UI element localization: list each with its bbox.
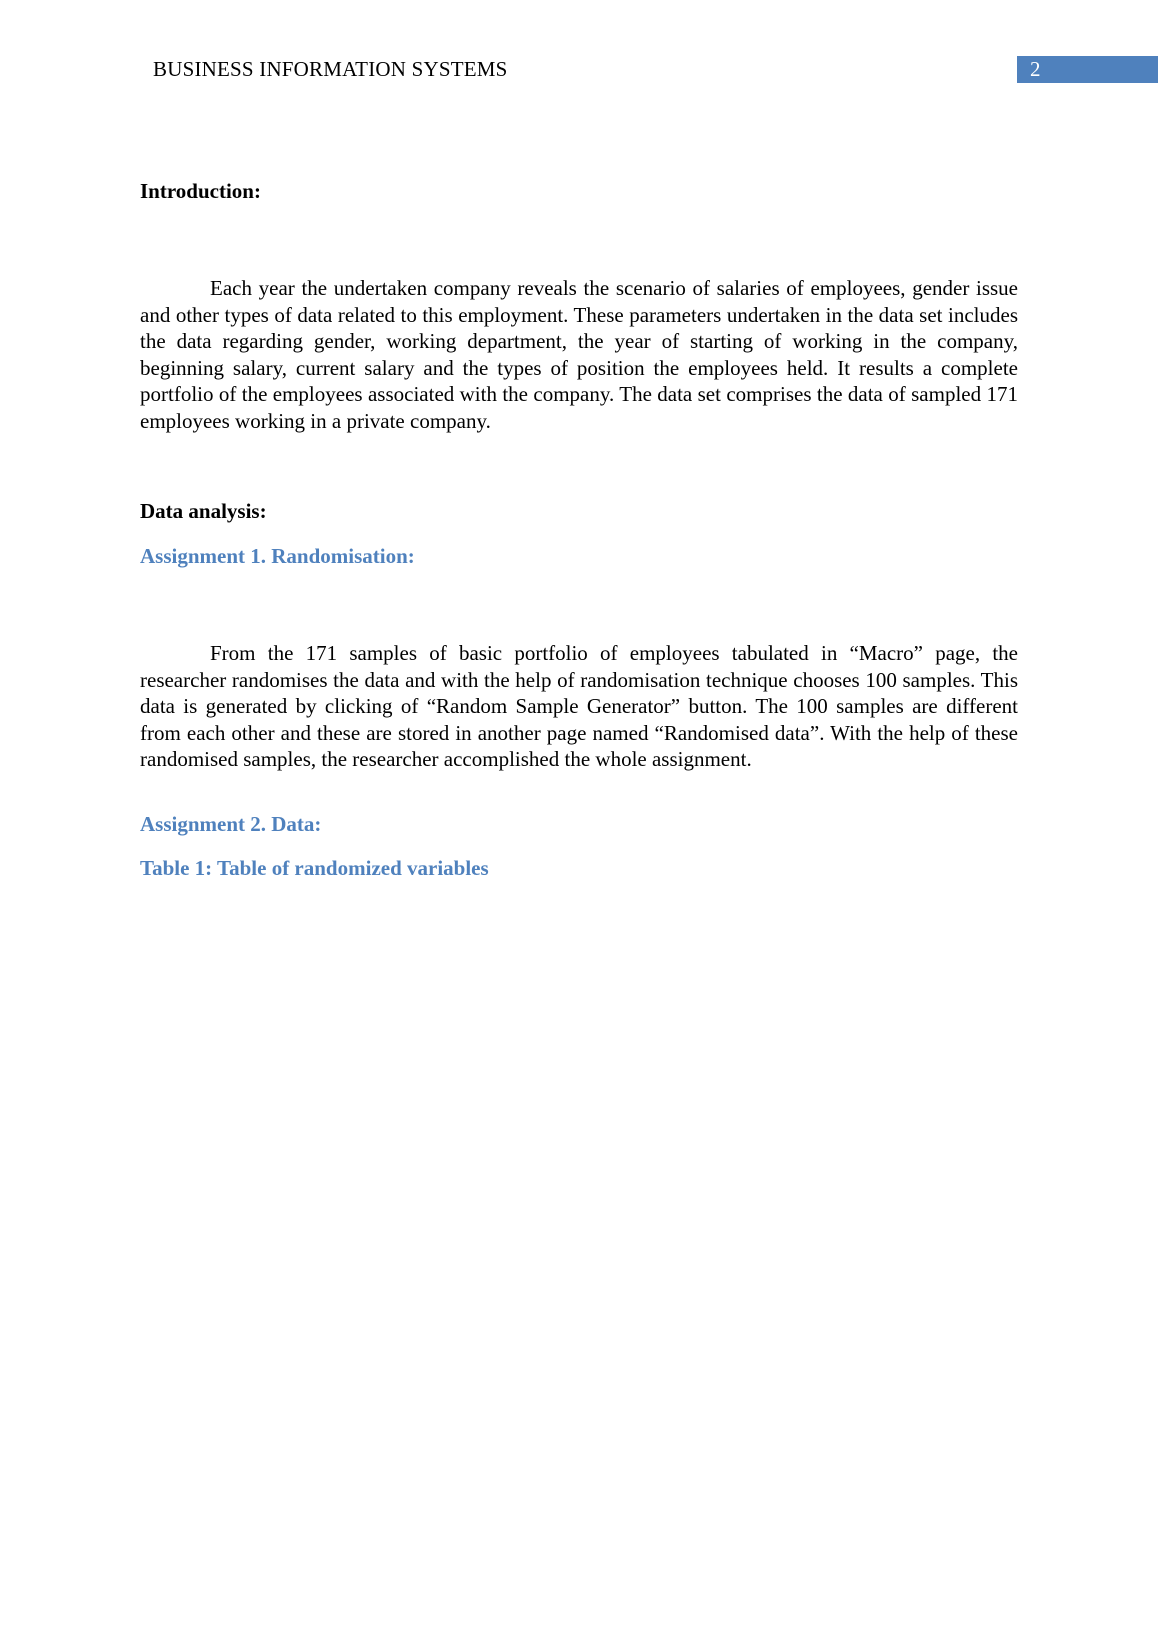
assignment1-heading: Assignment 1. Randomisation: <box>140 544 415 568</box>
introduction-paragraph: Each year the undertaken company reveals the scenario of salaries of employees, gender issue and other types of data related to this employment. These parameters undertaken in the data set includes the data regarding gender, working department, the year of starting of working in the company, beginning salary, current salary and the types of position the employees held. It results a complete portfolio of the employees associated with the company. The data set comprises the data of sampled 171 employees working in a private company. <box>140 276 1018 433</box>
table1-caption: Table 1: Table of randomized variables <box>140 856 489 880</box>
running-header-title: BUSINESS INFORMATION SYSTEMS <box>153 57 508 81</box>
assignment2-heading: Assignment 2. Data: <box>140 812 322 836</box>
page-number-box <box>1017 56 1158 83</box>
assignment1-paragraph: From the 171 samples of basic portfolio of employees tabulated in “Macro” page, the researcher randomises the data and with the help of randomisation technique chooses 100 samples. This data is generated by clicking of “Random Sample Generator” button. The 100 samples are different from each other and these are stored in another page named “Randomised data”. With the help of these randomised samples, the researcher accomplished the whole assignment. <box>140 641 1018 772</box>
page-number: 2 <box>1030 57 1041 81</box>
introduction-heading: Introduction: <box>140 179 261 203</box>
data-analysis-heading: Data analysis: <box>140 499 267 523</box>
